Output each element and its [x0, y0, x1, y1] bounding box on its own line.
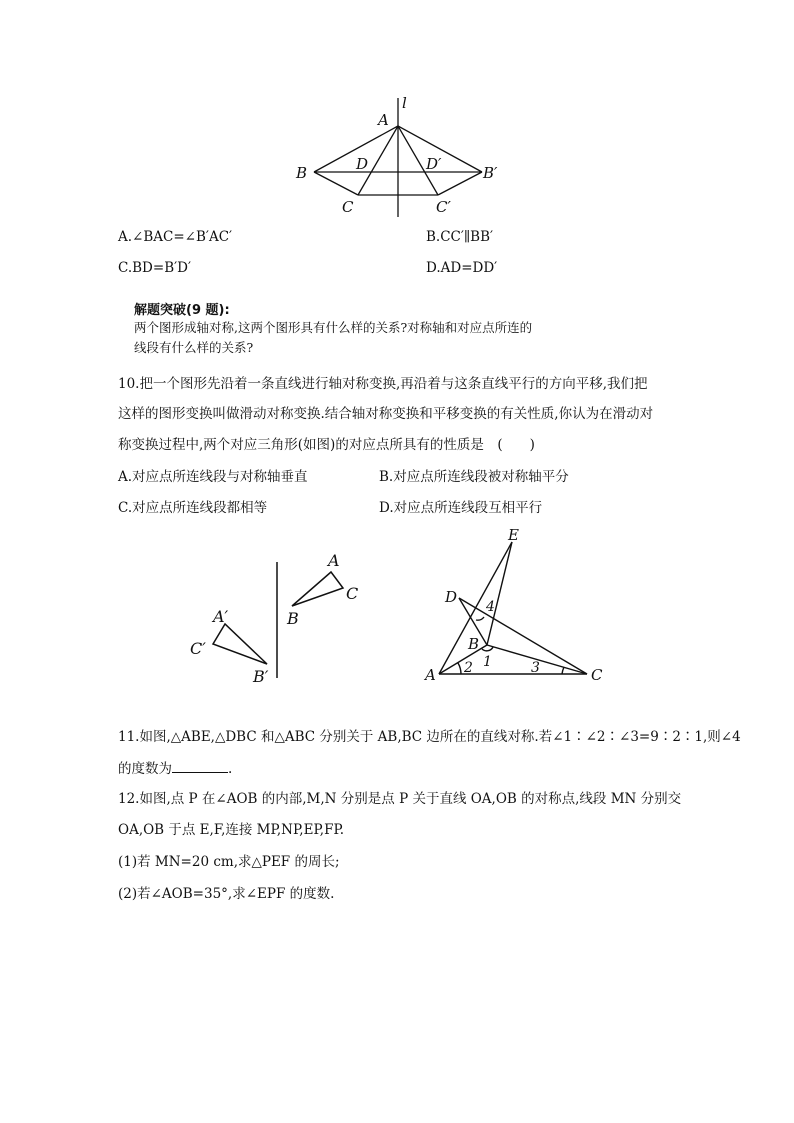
label-3: 3 [531, 660, 540, 676]
q9-option-d: D.AD=DD′ [426, 260, 498, 276]
segment-BpCp [438, 172, 482, 195]
hint-title: 解题突破(9 题): [134, 303, 230, 318]
q11-line-2-suffix: . [228, 761, 233, 777]
answer-blank [172, 758, 228, 773]
q9-option-a: A.∠BAC=∠B′AC′ [118, 229, 233, 245]
label-Cp: C′ [436, 198, 451, 216]
label-A: A [328, 551, 340, 570]
angle-arc-3 [562, 667, 564, 674]
label-C: C [591, 666, 603, 684]
q11-line-2 [118, 758, 232, 779]
q9-option-b: B.CC′∥BB′ [426, 229, 494, 245]
q12-part-1: (1)若 MN=20 cm,求△PEF 的周长; [118, 854, 340, 870]
label-2: 2 [464, 660, 473, 676]
label-4: 4 [486, 599, 495, 615]
q9-option-c: C.BD=B′D′ [118, 260, 192, 276]
figure-q11 [420, 525, 620, 690]
q10-option-d: D.对应点所连线段互相平行 [379, 500, 543, 516]
label-A: A [378, 111, 389, 129]
label-Dp: D′ [426, 155, 442, 173]
label-B: B [468, 635, 480, 653]
label-B: B [296, 164, 308, 182]
figure-q10 [180, 540, 380, 690]
label-C: C [342, 198, 354, 216]
label-A: A [425, 666, 436, 684]
q10-line-1: 10.把一个图形先沿着一条直线进行轴对称变换,再沿着与这条直线平行的方向平移,我们把 [118, 376, 648, 392]
segment-BC [314, 172, 358, 195]
q10-option-a: A.对应点所连线段与对称轴垂直 [118, 469, 308, 485]
angle-arc-4 [476, 617, 484, 620]
q10-line-3: 称变换过程中,两个对应三角形(如图)的对应点所具有的性质是 ( ) [118, 437, 535, 453]
q12-line-2: OA,OB 于点 E,F,连接 MP,NP,EP,FP. [118, 822, 345, 838]
label-D: D [356, 155, 369, 173]
label-B: B [287, 609, 299, 628]
q11-line-2-prefix: 的度数为 [118, 761, 172, 777]
q10-option-b: B.对应点所连线段被对称轴平分 [379, 469, 569, 485]
label-Bp: B′ [483, 164, 498, 182]
label-D: D [445, 588, 458, 606]
q12-line-1: 12.如图,点 P 在∠AOB 的内部,M,N 分别是点 P 关于直线 OA,OB 的对称点,线段 MN 分别交 [118, 791, 682, 807]
label-E: E [508, 526, 519, 544]
q12-part-2: (2)若∠AOB=35°,求∠EPF 的度数. [118, 886, 335, 902]
label-Ap: A′ [213, 607, 229, 626]
q10-option-c: C.对应点所连线段都相等 [118, 500, 268, 516]
segment-AB [439, 645, 487, 674]
label-C: C [346, 584, 359, 603]
q10-line-2: 这样的图形变换叫做滑动对称变换.结合轴对称变换和平移变换的有关性质,你认为在滑动对 [118, 406, 654, 422]
angle-arc-2 [458, 663, 461, 674]
q11-line-1: 11.如图,△ABE,△DBC 和△ABC 分别关于 AB,BC 边所在的直线对称.若∠1∶∠2∶∠3=9∶2∶1,则∠4 [118, 729, 741, 745]
label-1: 1 [483, 654, 492, 670]
hint-line-1: 两个图形成轴对称,这两个图形具有什么样的关系?对称轴和对应点所连的 [134, 320, 533, 335]
label-l: l [402, 94, 407, 112]
triangle-ApBpCp [213, 624, 267, 664]
segment-BE [487, 542, 512, 645]
triangle-ABC [292, 572, 343, 606]
hint-line-2: 线段有什么样的关系? [134, 340, 254, 355]
figure-q9 [290, 92, 510, 222]
label-Bp: B′ [253, 667, 269, 686]
label-Cp: C′ [190, 639, 206, 658]
